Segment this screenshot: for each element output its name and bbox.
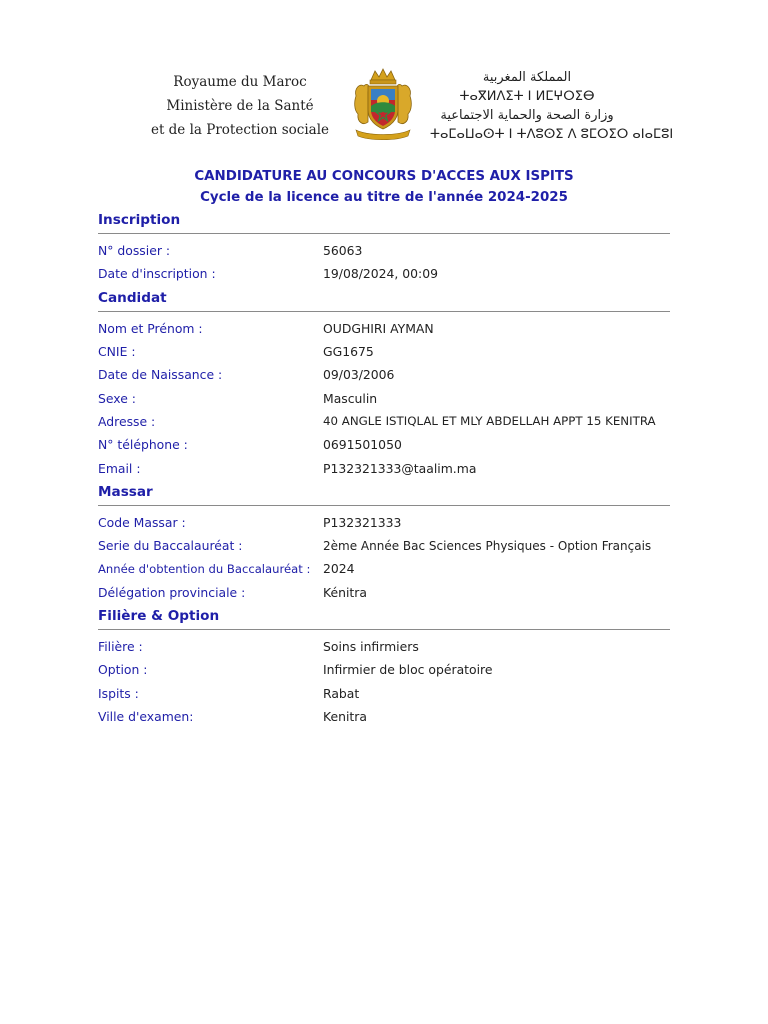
subtitle-line: Cycle de la licence au titre de l'année 2024-2025: [200, 190, 568, 205]
field-row: [98, 705, 670, 728]
field-row: [98, 239, 670, 262]
field-value: Masculin: [323, 390, 378, 406]
field-row: [98, 340, 670, 363]
field-value: Rabat: [323, 685, 360, 701]
field-value: 2024: [323, 561, 355, 577]
field-value: 19/08/2024, 00:09: [323, 266, 439, 282]
field-value: 0691501050: [323, 437, 402, 453]
field-row: [98, 658, 670, 681]
field-label: Ville d'examen:: [98, 708, 194, 724]
section-title: Filière & Option: [98, 604, 670, 630]
field-value: 56063: [323, 243, 363, 259]
field-label: Date d'inscription :: [98, 266, 216, 282]
field-label: Filière :: [98, 639, 143, 654]
field-label: Date de Naissance :: [98, 367, 223, 383]
field-row: [98, 456, 670, 479]
field-value: 09/03/2006: [323, 367, 395, 383]
field-label: N° dossier :: [98, 243, 171, 259]
section-filiere-option: [98, 604, 670, 728]
application-details: [98, 208, 670, 728]
ministry-line: وزارة الصحة والحماية الاجتماعية: [440, 108, 614, 123]
ministry-line: المملكة المغربية: [482, 70, 572, 85]
field-row: [98, 410, 670, 433]
field-label: Serie du Baccalauréat :: [98, 538, 243, 554]
field-row: [98, 635, 670, 658]
section-massar: [98, 480, 670, 604]
section-title: Inscription: [98, 208, 670, 234]
field-value: Kenitra: [323, 708, 367, 724]
field-row: [98, 363, 670, 386]
field-value: P132321333: [323, 514, 402, 530]
field-label: N° téléphone :: [98, 437, 188, 453]
field-value: 40 ANGLE ISTIQLAL ET MLY ABDELLAH APPT 15 KENITRA: [323, 414, 656, 429]
field-row: [98, 681, 670, 704]
ministry-name-arabic-tifinagh: [430, 68, 674, 144]
field-value: Kénitra: [323, 584, 367, 600]
field-row: [98, 262, 670, 285]
field-value: GG1675: [323, 344, 374, 360]
ministry-name-french: [150, 70, 330, 142]
field-row: [98, 317, 670, 340]
title-line: CANDIDATURE AU CONCOURS D'ACCES AUX ISPITS: [194, 169, 574, 184]
field-value: OUDGHIRI AYMAN: [323, 320, 434, 336]
field-row: [98, 511, 670, 534]
field-value: Infirmier de bloc opératoire: [323, 662, 493, 678]
field-value: 2ème Année Bac Sciences Physiques - Option Français: [323, 538, 652, 553]
section-candidat: [98, 286, 670, 480]
ministry-line: Royaume du Maroc: [173, 74, 307, 90]
field-row: [98, 386, 670, 409]
field-label: Option :: [98, 662, 148, 678]
ministry-line: et de la Protection sociale: [150, 122, 330, 138]
field-value: P132321333@taalim.ma: [323, 460, 477, 476]
field-label: Sexe :: [98, 390, 136, 406]
coat-of-arms-emblem: [348, 66, 418, 142]
ministry-line: ⵜⴰⵎⴰⵡⴰⵙⵜ ⵏ ⵜⴷⵓⵙⵉ ⴷ ⵓⵎⵔⵉⵔ ⴰⵏⴰⵎⵓⵏ: [430, 127, 674, 142]
ministry-line: ⵜⴰⴳⵍⴷⵉⵜ ⵏ ⵍⵎⵖⵔⵉⴱ: [459, 89, 595, 104]
field-label: Adresse :: [98, 413, 156, 429]
field-label: Email :: [98, 460, 141, 476]
field-row: [98, 581, 670, 604]
field-label: Délégation provinciale :: [98, 584, 246, 600]
field-label: Ispits :: [98, 685, 139, 701]
field-row: [98, 557, 670, 580]
section-title: Candidat: [98, 286, 670, 312]
ministry-line: Ministère de la Santé: [166, 98, 314, 114]
section-inscription: [98, 208, 670, 286]
field-row: [98, 534, 670, 557]
field-label: CNIE :: [98, 344, 136, 360]
field-value: Soins infirmiers: [323, 639, 419, 654]
field-label: Année d'obtention du Baccalauréat :: [98, 561, 311, 576]
field-label: Code Massar :: [98, 514, 186, 530]
section-title: Massar: [98, 480, 670, 506]
field-label: Nom et Prénom :: [98, 320, 203, 336]
document-header: [0, 62, 768, 146]
document-title: [0, 166, 768, 208]
field-row: [98, 433, 670, 456]
